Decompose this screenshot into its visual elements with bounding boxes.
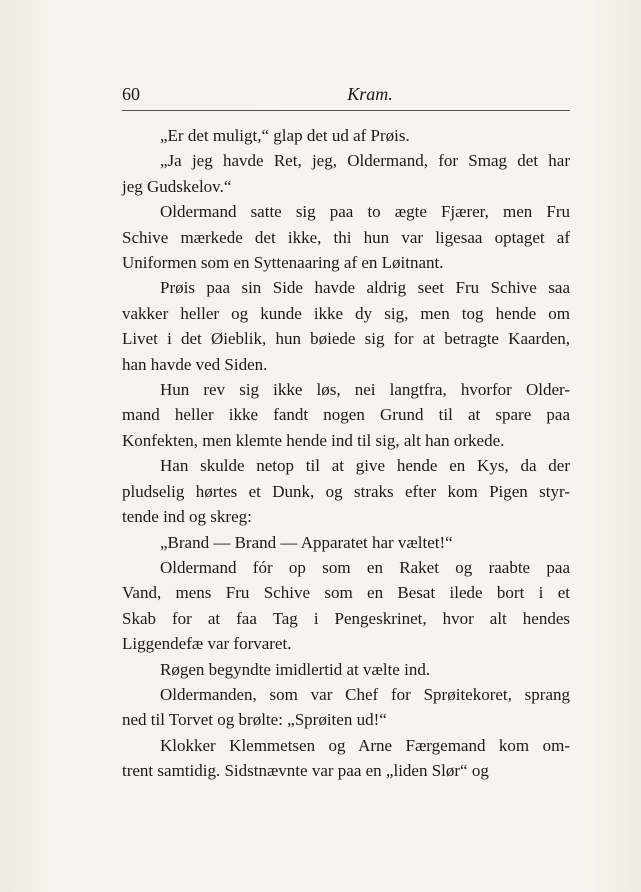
paragraph: [122, 453, 570, 529]
text-line: Oldermand satte sig paa to ægte Fjærer, men Fru: [160, 202, 570, 222]
text-line: „Er det muligt,“ glap det ud af Prøis.: [160, 126, 410, 145]
paragraph: [122, 657, 570, 682]
text-line: „Ja jeg havde Ret, jeg, Oldermand, for Smag det har: [160, 151, 570, 171]
page-header: [122, 82, 570, 111]
text-line: Uniformen som en Syttenaaring af en Løitnant.: [122, 253, 444, 273]
text-line: Han skulde netop til at give hende en Kys, da der: [160, 456, 570, 476]
paragraph: [122, 377, 570, 453]
text-line: Livet i det Øieblik, hun bøiede sig for at betragte Kaarden,: [122, 329, 570, 349]
text-line: trent samtidig. Sidstnævnte var paa en „liden Slør“ og: [122, 761, 489, 781]
paragraph: [122, 733, 570, 784]
paragraph: [122, 123, 570, 148]
page-number: 60: [122, 84, 140, 104]
body-text: [122, 123, 570, 784]
text-line: Konfekten, men klemte hende ind til sig, alt han orkede.: [122, 430, 505, 450]
paragraph: [122, 148, 570, 199]
text-line: Oldermand fór op som en Raket og raabte paa: [160, 557, 570, 577]
text-line: ned til Torvet og brølte: „Sprøiten ud!“: [122, 710, 387, 730]
text-line: mand heller ikke fandt nogen Grund til at spare paa: [122, 405, 570, 425]
text-line: Liggendefæ var forvaret.: [122, 634, 292, 654]
text-line: Vand, mens Fru Schive som en Besat ilede bort i et: [122, 583, 570, 603]
text-line: Schive mærkede det ikke, thi hun var ligesaa optaget af: [122, 227, 570, 247]
text-line: han havde ved Siden.: [122, 354, 268, 374]
text-line: Prøis paa sin Side havde aldrig seet Fru Schive saa: [160, 278, 570, 298]
text-line: Klokker Klemmetsen og Arne Færgemand kom om-: [160, 735, 570, 755]
paragraph: [122, 530, 570, 555]
text-line: Skab for at faa Tag i Pengeskrinet, hvor alt hendes: [122, 608, 570, 628]
text-line: tende ind og skreg:: [122, 507, 252, 527]
running-title: Kram.: [347, 84, 393, 104]
text-line: Oldermanden, som var Chef for Sprøitekoret, sprang: [160, 684, 570, 704]
paragraph: [122, 555, 570, 657]
text-line: Hun rev sig ikke løs, nei langtfra, hvorfor Older-: [160, 380, 570, 400]
text-line: Røgen begyndte imidlertid at vælte ind.: [160, 659, 431, 679]
paragraph: [122, 199, 570, 275]
paragraph: [122, 275, 570, 377]
text-line: „Brand — Brand — Apparatet har væltet!“: [160, 532, 453, 552]
paragraph: [122, 682, 570, 733]
text-line: pludselig hørtes et Dunk, og straks efter kom Pigen styr-: [122, 481, 570, 501]
text-line: vakker heller og kunde ikke dy sig, men tog hende om: [122, 303, 570, 323]
text-line: jeg Gudskelov.“: [122, 176, 232, 196]
